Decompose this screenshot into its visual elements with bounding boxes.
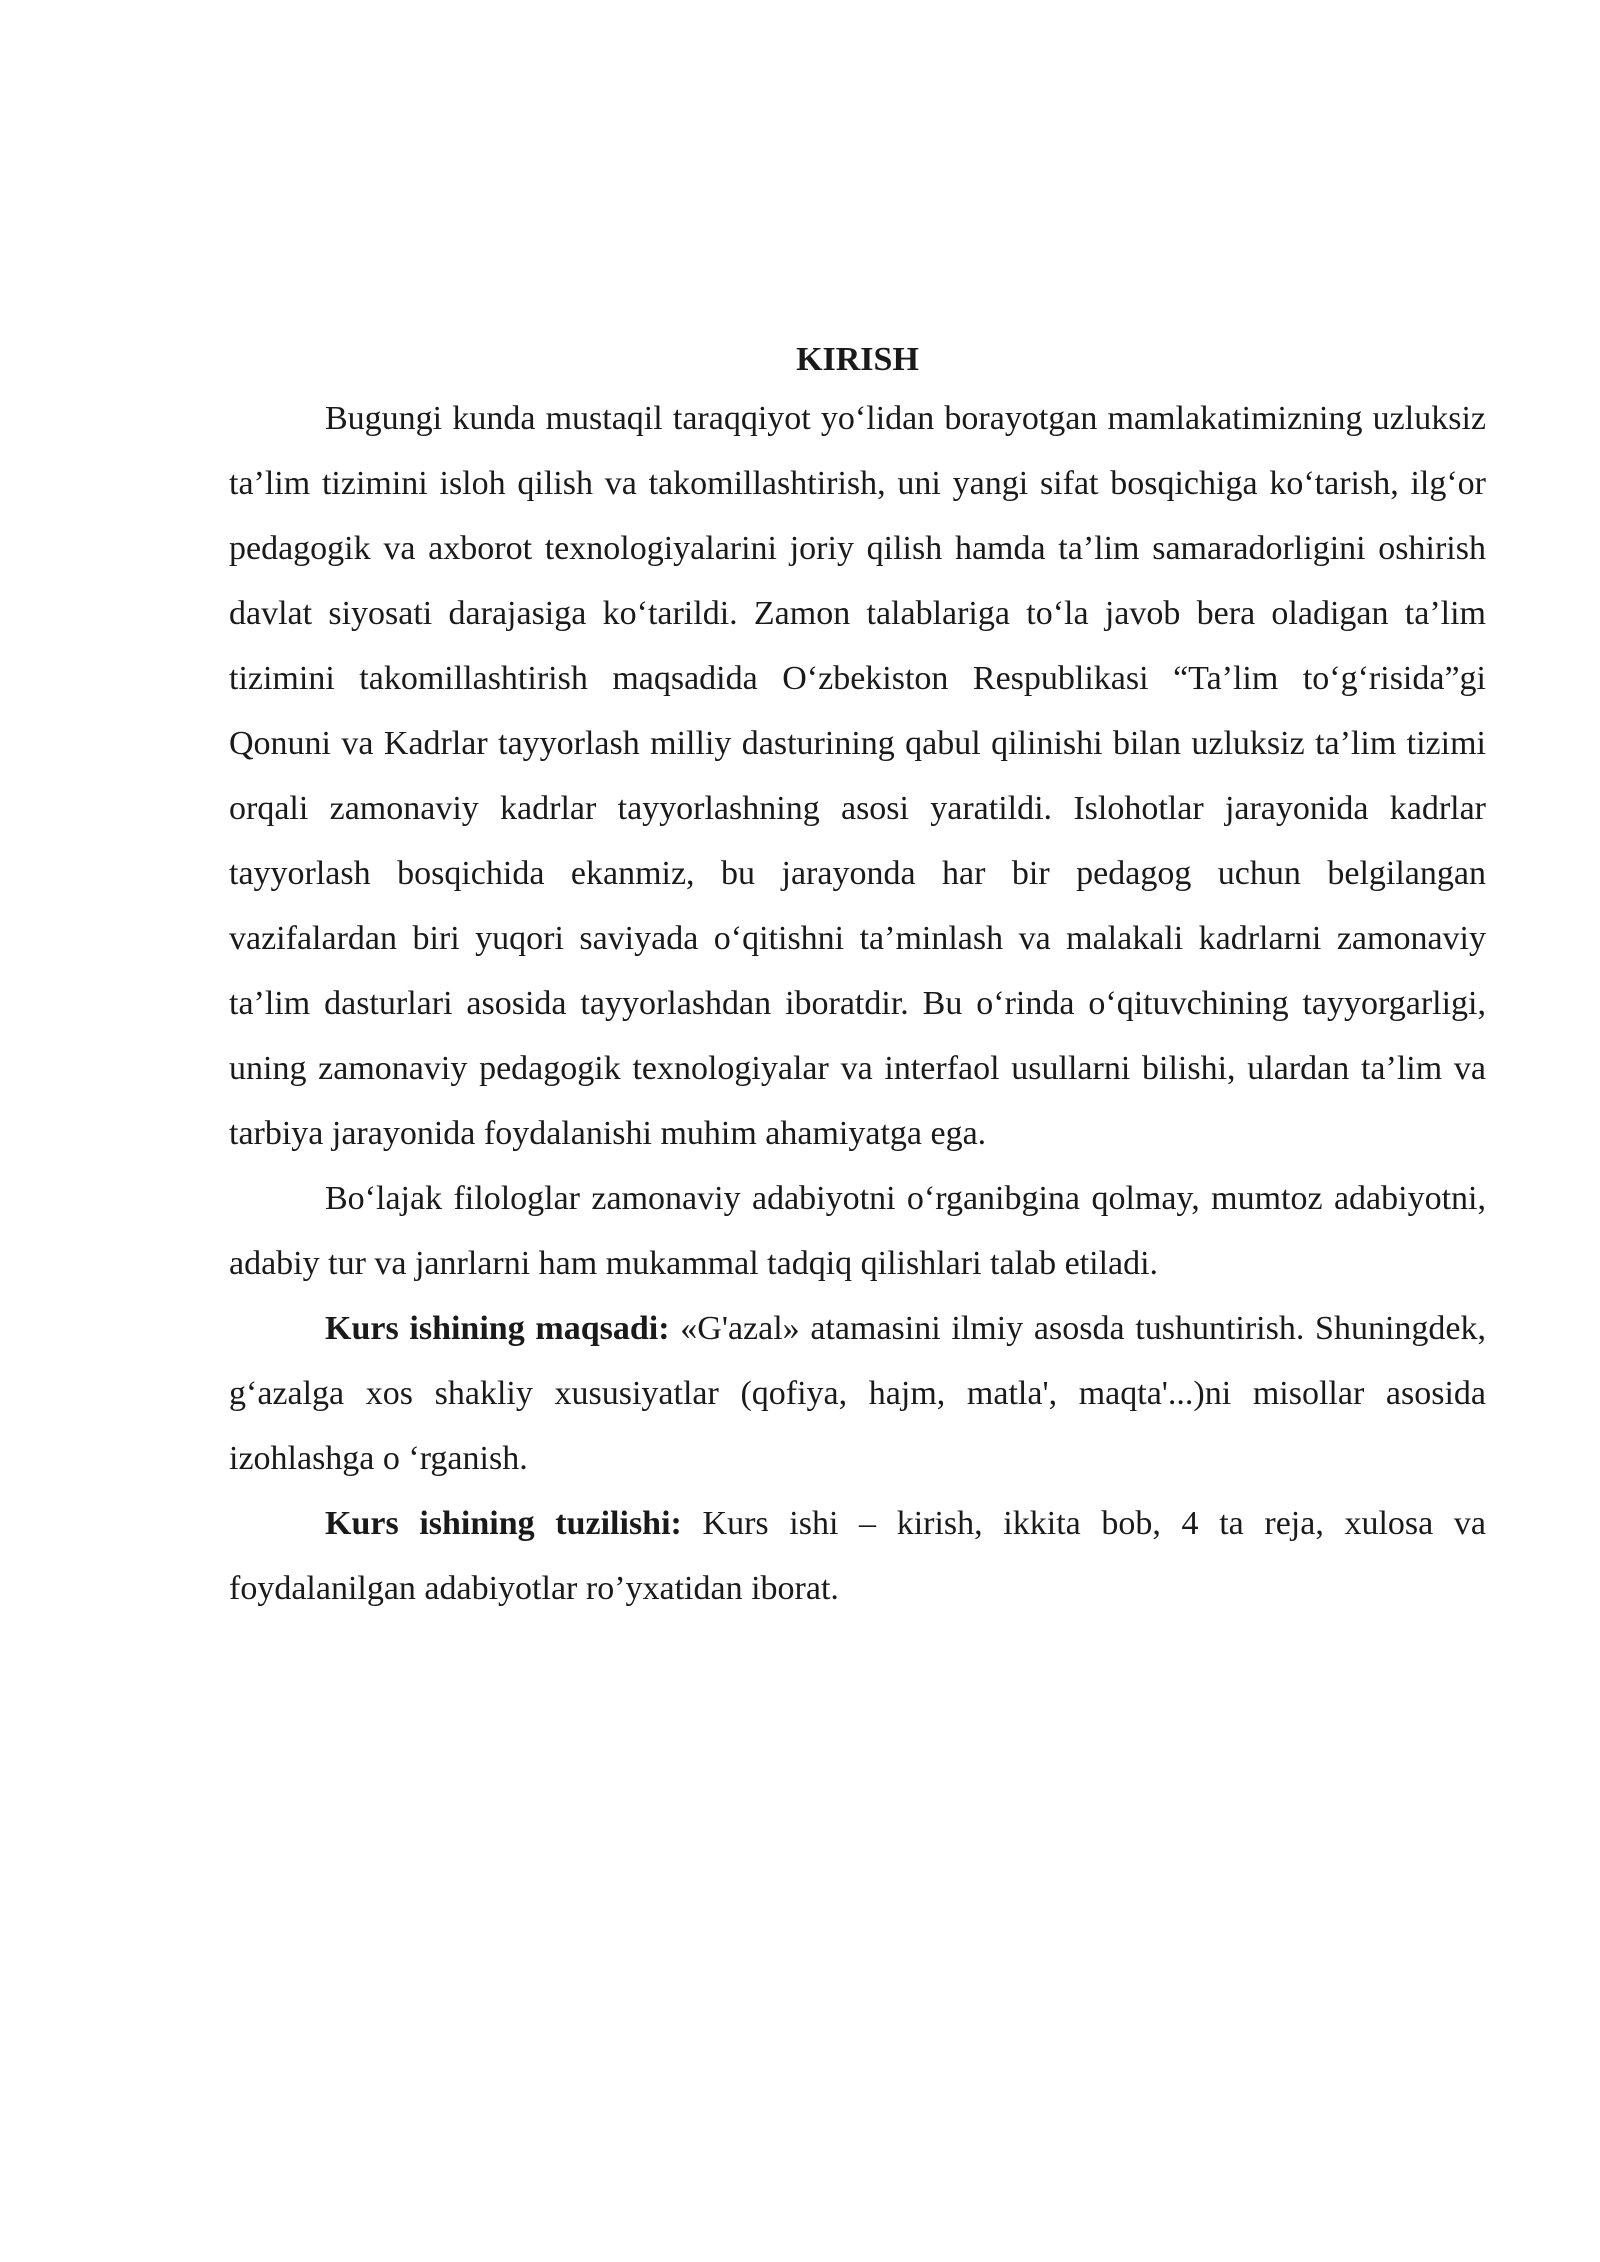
- paragraph-structure-lead: Kurs ishining tuzilishi:: [325, 1505, 682, 1542]
- page-title: KIRISH: [796, 341, 919, 378]
- paragraph-intro: [229, 386, 1486, 1166]
- paragraph-intro-text: Bugungi kunda mustaqil taraqqiyot yo‘lidan borayotgan mamlakatimizning uzluksiz ta’lim tizimini isloh qilish va takomillashtirish, uni yangi sifat bosqichiga ko‘tarish, ilg‘or pedagogik va axborot texnologiyalarini joriy qilish hamda ta’lim samaradorligini oshirish davlat siyosati darajasiga ko‘tarildi. Zamon talablariga to‘la javob bera oladigan ta’lim tizimini takomillashtirish maqsadida O‘zbekiston Respublikasi “Ta’lim to‘g‘risida”gi Qonuni va Kadrlar tayyorlash milliy dasturining qabul qilinishi bilan uzluksiz ta’lim tizimi orqali zamonaviy kadrlar tayyorlashning asosi yaratildi. Islohotlar jarayonida kadrlar tayyorlash bosqichida ekanmiz, bu jarayonda har bir pedagog uchun belgilangan vazifalardan biri yuqori saviyada o‘qitishni ta’minlash va malakali kadrlarni zamonaviy ta’lim dasturlari asosida tayyorlashdan iboratdir. Bu o‘rinda o‘qituvchining tayyorgarligi, uning zamonaviy pedagogik texnologiyalar va interfaol usullarni bilishi, ulardan ta’lim va tarbiya jarayonida foydalanishi muhim ahamiyatga ega.: [229, 400, 1486, 1152]
- paragraph-philologists-text: Bo‘lajak filologlar zamonaviy adabiyotni o‘rganibgina qolmay, mumtoz adabiyotni, adabiy tur va janrlarni ham mukammal tadqiq qilishlari talab etiladi.: [229, 1180, 1486, 1282]
- paragraph-structure: [229, 1491, 1486, 1621]
- paragraph-goal-text: «G'azal» atamasini ilmiy asosda tushuntirish. Shuningdek, g‘azalga xos shakliy xususiyatlar (qofiya, hajm, matla', maqta'...)ni misollar asosida izohlashga o ‘rganish.: [229, 1310, 1486, 1477]
- paragraph-goal: [229, 1296, 1486, 1491]
- paragraph-philologists: [229, 1166, 1486, 1296]
- document-body: [229, 336, 1486, 1621]
- paragraph-goal-lead: Kurs ishining maqsadi:: [325, 1310, 670, 1347]
- paragraph-structure-text: Kurs ishi – kirish, ikkita bob, 4 ta reja, xulosa va foydalanilgan adabiyotlar ro’yxatidan iborat.: [229, 1505, 1486, 1607]
